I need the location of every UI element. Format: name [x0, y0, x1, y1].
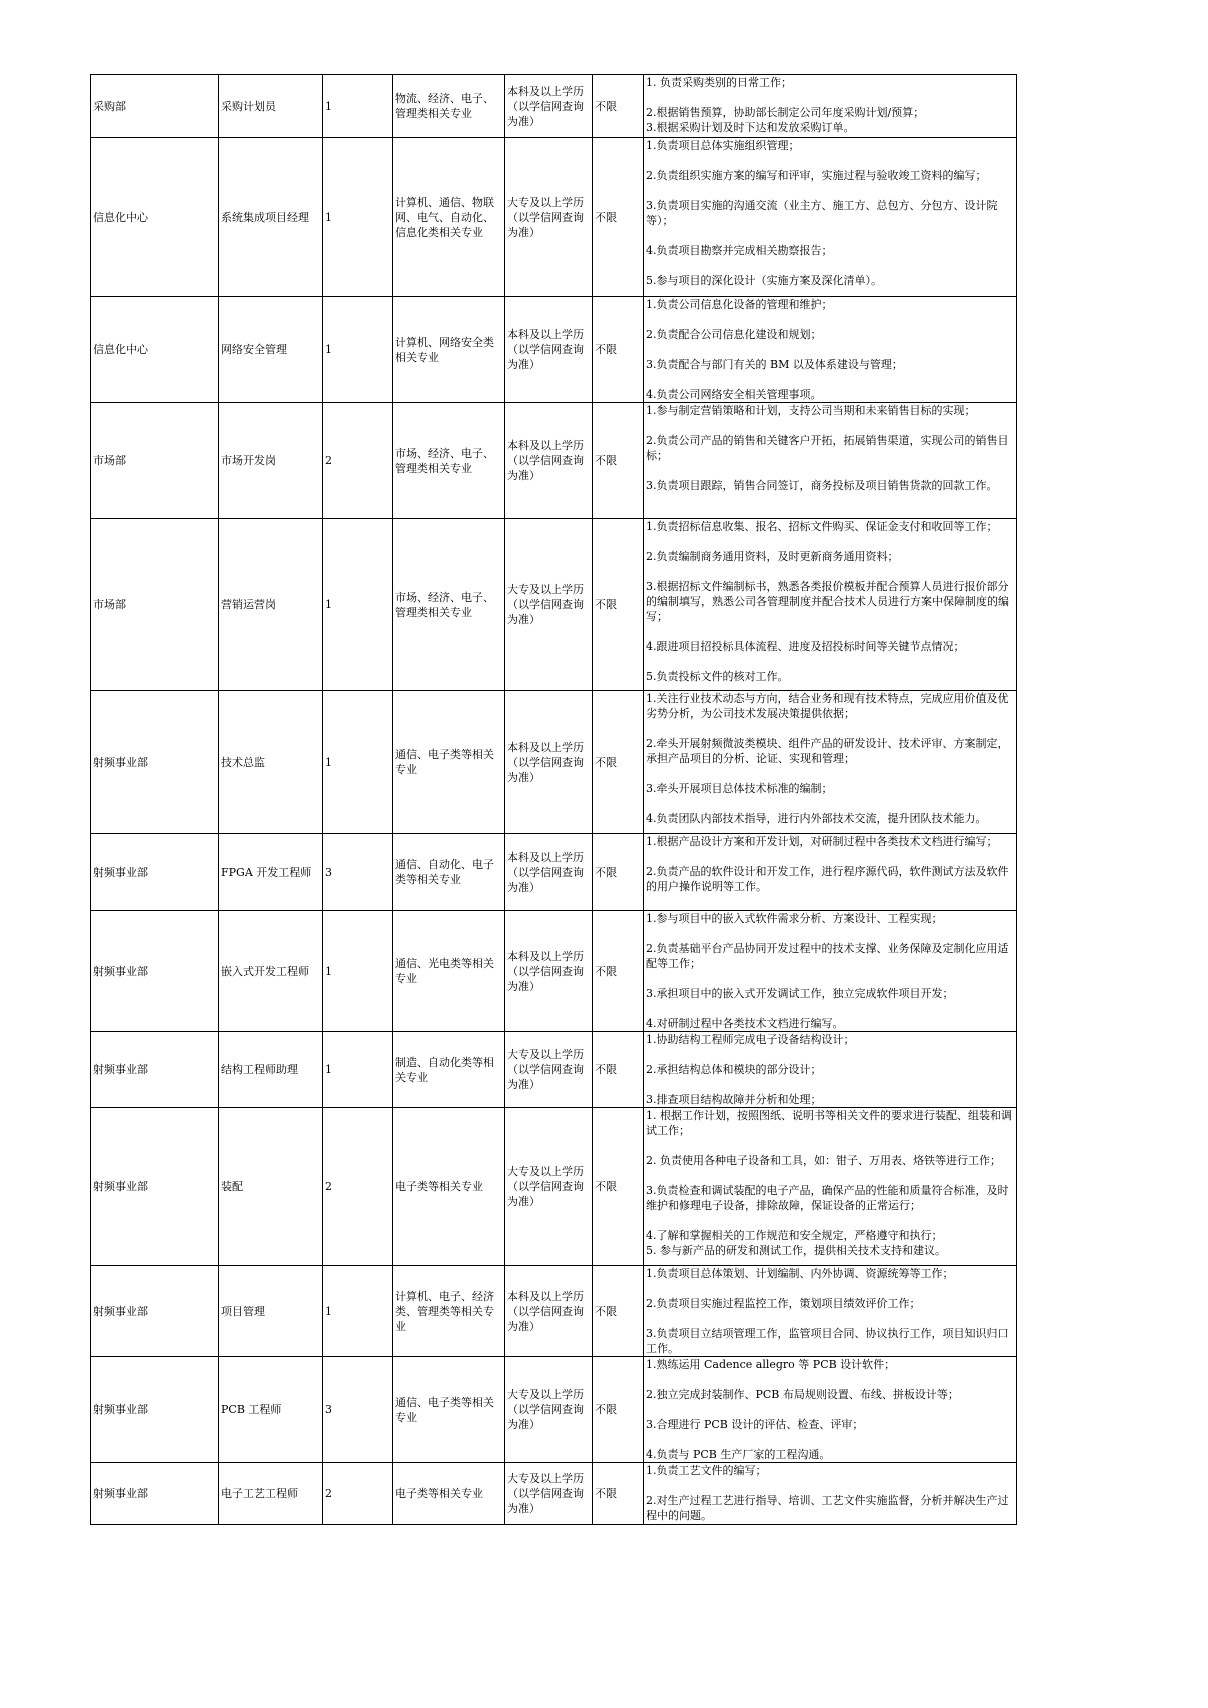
department-cell: 信息化中心	[91, 297, 219, 403]
position-cell: FPGA 开发工程师	[219, 834, 323, 911]
duty-item: 4.负责公司网络安全相关管理事项。	[646, 388, 822, 401]
position-cell: 市场开发岗	[219, 403, 323, 519]
headcount-cell: 3	[323, 834, 393, 911]
duty-item: 1. 负责采购类别的日常工作；	[646, 76, 792, 89]
headcount-cell: 1	[323, 911, 393, 1032]
duty-item: 3.负责项目立结项管理工作，监管项目合同、协议执行工作，项目知识归口工作。	[646, 1327, 1009, 1355]
major-cell: 通信、电子类等相关专业	[393, 691, 505, 834]
department-cell: 射频事业部	[91, 1108, 219, 1266]
duty-item: 3.合理进行 PCB 设计的评估、检查、评审；	[646, 1418, 864, 1431]
education-cell: 大专及以上学历（以学信网查询为准）	[505, 1032, 593, 1108]
major-cell: 计算机、网络安全类相关专业	[393, 297, 505, 403]
duty-item: 2.负责组织实施方案的编写和评审，实施过程与验收竣工资料的编写；	[646, 169, 987, 182]
department-cell: 射频事业部	[91, 911, 219, 1032]
major-cell: 电子类等相关专业	[393, 1108, 505, 1266]
headcount-cell: 2	[323, 1463, 393, 1525]
duty-item: 2.负责产品的软件设计和开发工作，进行程序源代码，软件测试方法及软件的用户操作说明等工作。	[646, 865, 1009, 893]
age-cell: 不限	[593, 1463, 644, 1525]
position-cell: 系统集成项目经理	[219, 138, 323, 297]
department-cell: 采购部	[91, 75, 219, 138]
position-cell: 网络安全管理	[219, 297, 323, 403]
table-row	[91, 138, 1017, 297]
age-cell: 不限	[593, 1032, 644, 1108]
duty-item: 4.负责团队内部技术指导，进行内外部技术交流，提升团队技术能力。	[646, 812, 987, 825]
table-row	[91, 911, 1017, 1032]
position-cell: 营销运营岗	[219, 519, 323, 691]
major-cell: 计算机、电子、经济类、管理类等相关专业	[393, 1266, 505, 1357]
duty-item: 5. 参与新产品的研发和测试工作，提供相关技术支持和建议。	[646, 1244, 946, 1257]
education-cell: 大专及以上学历（以学信网查询为准）	[505, 138, 593, 297]
age-cell: 不限	[593, 519, 644, 691]
duty-item: 2.根据销售预算，协助部长制定公司年度采购计划/预算；	[646, 106, 925, 119]
headcount-cell: 1	[323, 297, 393, 403]
age-cell: 不限	[593, 1266, 644, 1357]
position-cell: 装配	[219, 1108, 323, 1266]
duty-item: 4.负责与 PCB 生产厂家的工程沟通。	[646, 1448, 831, 1461]
age-cell: 不限	[593, 297, 644, 403]
table-row	[91, 75, 1017, 138]
table-row	[91, 1032, 1017, 1108]
headcount-cell: 1	[323, 138, 393, 297]
duty-item: 3.负责配合与部门有关的 BM 以及体系建设与管理；	[646, 358, 903, 371]
duty-item: 4.跟进项目招投标具体流程、进度及招投标时间等关键节点情况；	[646, 640, 965, 653]
duty-item: 2.牵头开展射频微波类模块、组件产品的研发设计、技术评审、方案制定，承担产品项目的分析、论证、实现和管理；	[646, 737, 1009, 765]
department-cell: 射频事业部	[91, 1032, 219, 1108]
duty-item: 3.承担项目中的嵌入式开发调试工作，独立完成软件项目开发；	[646, 987, 954, 1000]
duties-cell	[644, 297, 1017, 403]
major-cell: 物流、经济、电子、管理类相关专业	[393, 75, 505, 138]
job-table	[90, 74, 1017, 1525]
duty-item: 2.负责编制商务通用资料，及时更新商务通用资料；	[646, 550, 899, 563]
duty-item: 4.负责项目勘察并完成相关勘察报告；	[646, 244, 833, 257]
education-cell: 大专及以上学历（以学信网查询为准）	[505, 519, 593, 691]
major-cell: 通信、光电类等相关专业	[393, 911, 505, 1032]
department-cell: 射频事业部	[91, 1357, 219, 1463]
headcount-cell: 1	[323, 519, 393, 691]
duty-item: 1.负责公司信息化设备的管理和维护；	[646, 298, 833, 311]
duties-cell	[644, 691, 1017, 834]
duty-item: 3.负责项目实施的沟通交流（业主方、施工方、总包方、分包方、设计院等）；	[646, 199, 998, 227]
duties-cell	[644, 1032, 1017, 1108]
department-cell: 射频事业部	[91, 1463, 219, 1525]
education-cell: 大专及以上学历（以学信网查询为准）	[505, 1463, 593, 1525]
duties-cell	[644, 834, 1017, 911]
duty-item: 2.负责配合公司信息化建设和规划；	[646, 328, 822, 341]
age-cell: 不限	[593, 691, 644, 834]
duty-item: 3.排查项目结构故障并分析和处理；	[646, 1093, 822, 1106]
position-cell: 项目管理	[219, 1266, 323, 1357]
duties-cell	[644, 138, 1017, 297]
position-cell: PCB 工程师	[219, 1357, 323, 1463]
position-cell: 结构工程师助理	[219, 1032, 323, 1108]
major-cell: 市场、经济、电子、管理类相关专业	[393, 519, 505, 691]
duty-item: 3.负责检查和调试装配的电子产品，确保产品的性能和质量符合标准，及时维护和修理电子设备，排除故障，保证设备的正常运行；	[646, 1184, 1009, 1212]
major-cell: 计算机、通信、物联网、电气、自动化、信息化类相关专业	[393, 138, 505, 297]
department-cell: 射频事业部	[91, 1266, 219, 1357]
headcount-cell: 1	[323, 1266, 393, 1357]
education-cell: 本科及以上学历（以学信网查询为准）	[505, 403, 593, 519]
duty-item: 2. 负责使用各种电子设备和工具，如：钳子、万用表、烙铁等进行工作；	[646, 1154, 1001, 1167]
duty-item: 3.根据采购计划及时下达和发放采购订单。	[646, 121, 855, 134]
table-row	[91, 834, 1017, 911]
education-cell: 本科及以上学历（以学信网查询为准）	[505, 1266, 593, 1357]
age-cell: 不限	[593, 1357, 644, 1463]
department-cell: 市场部	[91, 403, 219, 519]
headcount-cell: 3	[323, 1357, 393, 1463]
duty-item: 3.根据招标文件编制标书，熟悉各类报价模板并配合预算人员进行报价部分的编制填写，熟悉公司各管理制度并配合技术人员进行方案中保障制度的编写；	[646, 580, 1009, 623]
education-cell: 大专及以上学历（以学信网查询为准）	[505, 1108, 593, 1266]
position-cell: 技术总监	[219, 691, 323, 834]
duty-item: 4.对研制过程中各类技术文档进行编写。	[646, 1017, 844, 1030]
table-row	[91, 1108, 1017, 1266]
age-cell: 不限	[593, 138, 644, 297]
age-cell: 不限	[593, 911, 644, 1032]
major-cell: 制造、自动化类等相关专业	[393, 1032, 505, 1108]
duties-cell	[644, 1266, 1017, 1357]
table-row	[91, 1357, 1017, 1463]
duty-item: 3.牵头开展项目总体技术标准的编制；	[646, 782, 833, 795]
duties-cell	[644, 519, 1017, 691]
department-cell: 射频事业部	[91, 834, 219, 911]
table-row	[91, 1266, 1017, 1357]
table-row	[91, 1463, 1017, 1525]
job-table-body	[91, 75, 1017, 1525]
headcount-cell: 2	[323, 1108, 393, 1266]
major-cell: 市场、经济、电子、管理类相关专业	[393, 403, 505, 519]
duty-item: 1.根据产品设计方案和开发计划，对研制过程中各类技术文档进行编写；	[646, 835, 998, 848]
major-cell: 通信、电子类等相关专业	[393, 1357, 505, 1463]
table-row	[91, 403, 1017, 519]
duty-item: 1.协助结构工程师完成电子设备结构设计；	[646, 1033, 855, 1046]
headcount-cell: 1	[323, 75, 393, 138]
duty-item: 1.参与项目中的嵌入式软件需求分析、方案设计、工程实现；	[646, 912, 943, 925]
duty-item: 1.负责项目总体实施组织管理；	[646, 139, 800, 152]
duty-item: 3.负责项目跟踪，销售合同签订，商务投标及项目销售货款的回款工作。	[646, 479, 998, 492]
duty-item: 5.负责投标文件的核对工作。	[646, 670, 789, 683]
major-cell: 电子类等相关专业	[393, 1463, 505, 1525]
age-cell: 不限	[593, 403, 644, 519]
duty-item: 1.负责招标信息收集、报名、招标文件购买、保证金支付和收回等工作；	[646, 520, 998, 533]
duties-cell	[644, 911, 1017, 1032]
duty-item: 4.了解和掌握相关的工作规范和安全规定，严格遵守和执行；	[646, 1229, 943, 1242]
duty-item: 2.对生产过程工艺进行指导、培训、工艺文件实施监督，分析并解决生产过程中的问题。	[646, 1494, 1009, 1522]
duty-item: 2.负责基础平台产品协同开发过程中的技术支撑、业务保障及定制化应用适配等工作；	[646, 942, 1009, 970]
position-cell: 电子工艺工程师	[219, 1463, 323, 1525]
duty-item: 5.参与项目的深化设计（实施方案及深化清单）。	[646, 274, 882, 287]
headcount-cell: 2	[323, 403, 393, 519]
department-cell: 射频事业部	[91, 691, 219, 834]
education-cell: 本科及以上学历（以学信网查询为准）	[505, 911, 593, 1032]
education-cell: 本科及以上学历（以学信网查询为准）	[505, 297, 593, 403]
position-cell: 嵌入式开发工程师	[219, 911, 323, 1032]
duty-item: 2.负责公司产品的销售和关键客户开拓，拓展销售渠道，实现公司的销售目标；	[646, 434, 1009, 462]
duty-item: 1.关注行业技术动态与方向，结合业务和现有技术特点，完成应用价值及优劣势分析，为公司技术发展决策提供依据；	[646, 692, 1009, 720]
position-cell: 采购计划员	[219, 75, 323, 138]
duty-item: 1.参与制定营销策略和计划，支持公司当期和未来销售目标的实现；	[646, 404, 976, 417]
table-row	[91, 297, 1017, 403]
age-cell: 不限	[593, 75, 644, 138]
duty-item: 1.负责项目总体策划、计划编制、内外协调、资源统筹等工作；	[646, 1267, 954, 1280]
duty-item: 1. 根据工作计划，按照图纸、说明书等相关文件的要求进行装配、组装和调试工作；	[646, 1109, 1012, 1137]
table-row	[91, 519, 1017, 691]
duties-cell	[644, 1463, 1017, 1525]
education-cell: 大专及以上学历（以学信网查询为准）	[505, 1357, 593, 1463]
department-cell: 信息化中心	[91, 138, 219, 297]
table-row	[91, 691, 1017, 834]
duty-item: 1.负责工艺文件的编写；	[646, 1464, 767, 1477]
education-cell: 本科及以上学历（以学信网查询为准）	[505, 75, 593, 138]
duties-cell	[644, 403, 1017, 519]
headcount-cell: 1	[323, 1032, 393, 1108]
age-cell: 不限	[593, 1108, 644, 1266]
education-cell: 本科及以上学历（以学信网查询为准）	[505, 691, 593, 834]
duties-cell	[644, 1357, 1017, 1463]
duty-item: 1.熟练运用 Cadence allegro 等 PCB 设计软件；	[646, 1358, 896, 1371]
age-cell: 不限	[593, 834, 644, 911]
duty-item: 2.负责项目实施过程监控工作，策划项目绩效评价工作；	[646, 1297, 921, 1310]
duties-cell	[644, 1108, 1017, 1266]
education-cell: 本科及以上学历（以学信网查询为准）	[505, 834, 593, 911]
headcount-cell: 1	[323, 691, 393, 834]
duty-item: 2.承担结构总体和模块的部分设计；	[646, 1063, 822, 1076]
department-cell: 市场部	[91, 519, 219, 691]
duties-cell	[644, 75, 1017, 138]
duty-item: 2.独立完成封装制作、PCB 布局规则设置、布线、拼板设计等；	[646, 1388, 959, 1401]
major-cell: 通信、自动化、电子类等相关专业	[393, 834, 505, 911]
